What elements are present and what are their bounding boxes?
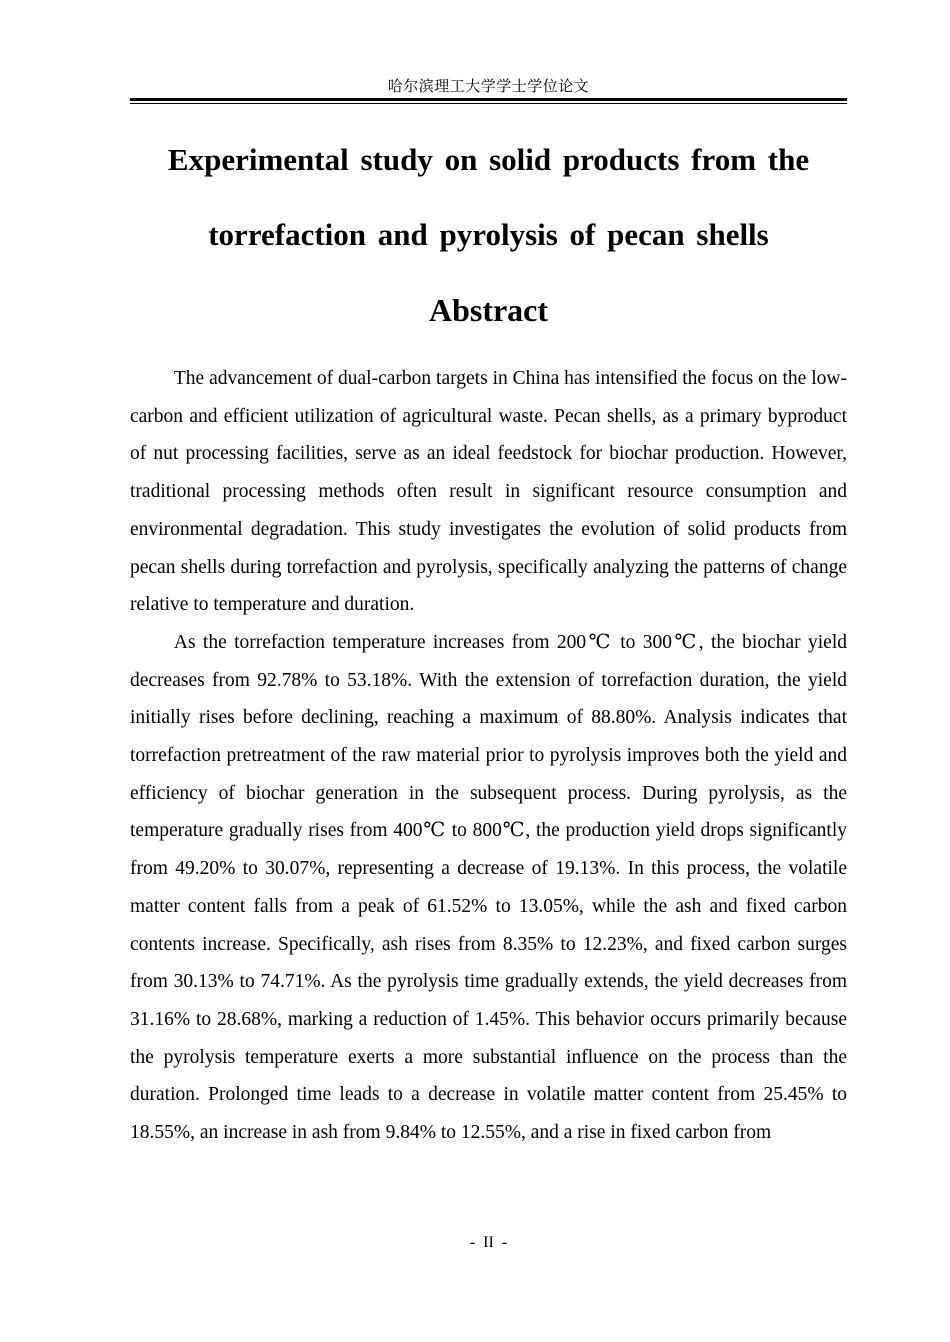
page-number: - II -: [469, 1234, 508, 1251]
abstract-body: [130, 360, 847, 1152]
running-header: 哈尔滨理工大学学士学位论文: [387, 79, 590, 95]
thesis-title-line-2: torrefaction and pyrolysis of pecan shells: [208, 217, 769, 252]
abstract-heading: Abstract: [428, 292, 549, 328]
thesis-title: [130, 122, 847, 272]
abstract-paragraph-2: As the torrefaction temperature increases from 200℃ to 300℃, the biochar yield decreases from 92.78% to 53.18%. With the extension of torrefaction duration, the yield initially rises before declining, reaching a maximum of 88.80%. Analysis indicates that torrefaction pretreatment of the raw material prior to pyrolysis improves both the yield and efficiency of biochar generation in the subsequent process. During pyrolysis, as the temperature gradually rises from 400℃ to 800℃, the production yield drops significantly from 49.20% to 30.07%, representing a decrease of 19.13%. In this process, the volatile matter content falls from a peak of 61.52% to 13.05%, while the ash and fixed carbon contents increase. Specifically, ash rises from 8.35% to 12.23%, and fixed carbon surges from 30.13% to 74.71%. As the pyrolysis time gradually extends, the yield decreases from 31.16% to 28.68%, marking a reduction of 1.45%. This behavior occurs primarily because the pyrolysis temperature exerts a more substantial influence on the process than the duration. Prolonged time leads to a decrease in volatile matter content from 25.45% to 18.55%, an increase in ash from 9.84% to 12.55%, and a rise in fixed carbon from: [130, 631, 847, 1144]
abstract-paragraph-1: The advancement of dual-carbon targets in China has intensified the focus on the low-carbon and efficient utilization of agricultural waste. Pecan shells, as a primary byproduct of nut processing facilities, serve as an ideal feedstock for biochar production. However, traditional processing methods often result in significant resource consumption and environmental degradation. This study investigates the evolution of solid products from pecan shells during torrefaction and pyrolysis, specifically analyzing the patterns of change relative to temperature and duration.: [130, 368, 847, 616]
header-rule-thick: [130, 98, 847, 101]
thesis-title-line-1: Experimental study on solid products from the: [167, 142, 810, 177]
header-rule-thin: [130, 103, 847, 104]
